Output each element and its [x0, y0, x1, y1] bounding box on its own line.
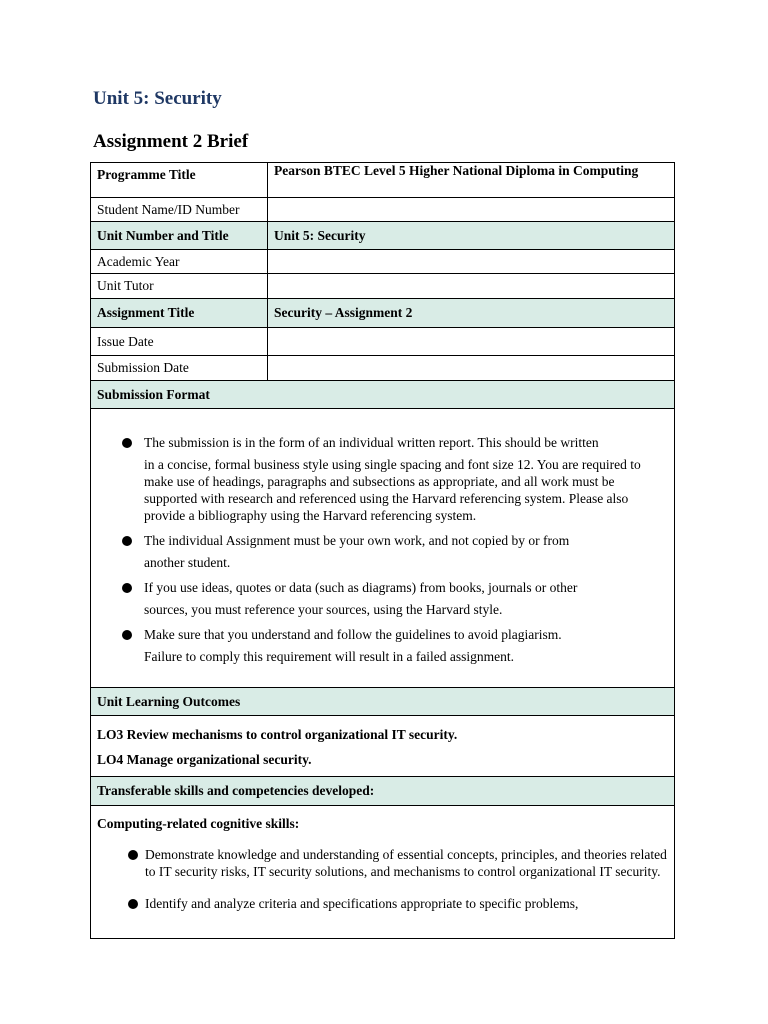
unit-heading: Unit 5: Security [93, 88, 222, 109]
bullet-text: Failure to comply this requirement will result in a failed assignment. [144, 649, 515, 664]
submission-date-value [268, 356, 675, 381]
bullet-icon [122, 583, 132, 593]
submission-format-heading-row [91, 381, 675, 409]
issue-date-label: Issue Date [91, 328, 268, 356]
bullet-icon [122, 630, 132, 640]
unit-number-label: Unit Number and Title [91, 222, 268, 250]
student-name-value [268, 198, 675, 222]
cognitive-skills-title: Computing-related cognitive skills: [97, 816, 300, 831]
unit-tutor-value [268, 274, 675, 299]
learning-outcomes-heading-row [91, 688, 675, 716]
list-item [97, 579, 668, 618]
skills-heading-row [91, 777, 675, 806]
bullet-first-line: Make sure that you understand and follow the guidelines to avoid plagiarism. [144, 627, 562, 642]
list-item [97, 846, 668, 880]
list-item [97, 532, 668, 571]
assignment-title-row [91, 299, 675, 328]
assignment-brief-heading: Assignment 2 Brief [93, 131, 249, 152]
learning-outcome-lo3: LO3 Review mechanisms to control organizational IT security. [97, 727, 458, 742]
bullet-first-line: If you use ideas, quotes or data (such as diagrams) from books, journals or other [144, 580, 578, 595]
unit-number-value: Unit 5: Security [268, 222, 675, 250]
skills-row [91, 806, 675, 939]
bullet-first-line: The submission is in the form of an individual written report. This should be written [144, 435, 599, 450]
bullet-icon [122, 438, 132, 448]
assignment-title-value: Security – Assignment 2 [268, 299, 675, 328]
unit-row [91, 222, 675, 250]
learning-outcome-lo4: LO4 Manage organizational security. [97, 752, 312, 767]
submission-date-row [91, 356, 675, 381]
bullet-text: another student. [144, 555, 231, 570]
bullet-text: in a concise, formal business style using single spacing and font size 12. You are required to make use of headings, paragraphs and subsections as appropriate, and all work must be supported with research and referenced using the Harvard referencing system. Please also provide a bibliography using the Harvard referencing system. [144, 457, 641, 523]
assignment-brief-table [90, 162, 675, 939]
bullet-icon [128, 899, 138, 909]
list-item [97, 895, 668, 912]
issue-date-row [91, 328, 675, 356]
learning-outcomes-heading: Unit Learning Outcomes [91, 688, 675, 716]
submission-format-row [91, 409, 675, 688]
student-name-label: Student Name/ID Number [91, 198, 268, 222]
programme-title-row [91, 163, 675, 198]
academic-year-value [268, 250, 675, 274]
bullet-text: Demonstrate knowledge and understanding of essential concepts, principles, and theories related to IT security risks, IT security solutions, and mechanisms to control organizational IT security. [145, 847, 667, 879]
unit-tutor-row [91, 274, 675, 299]
submission-format-list [97, 434, 668, 665]
cognitive-skills-list [97, 846, 668, 912]
programme-title-label: Programme Title [91, 163, 268, 198]
list-item [97, 626, 668, 665]
bullet-text: sources, you must reference your sources, using the Harvard style. [144, 602, 503, 617]
academic-year-label: Academic Year [91, 250, 268, 274]
issue-date-value [268, 328, 675, 356]
submission-date-label: Submission Date [91, 356, 268, 381]
learning-outcomes-row [91, 716, 675, 777]
skills-content [91, 806, 675, 939]
assignment-title-label: Assignment Title [91, 299, 268, 328]
list-item [97, 434, 668, 524]
bullet-icon [122, 536, 132, 546]
skills-heading: Transferable skills and competencies developed: [91, 777, 675, 806]
bullet-text: Identify and analyze criteria and specifications appropriate to specific problems, [145, 896, 579, 911]
bullet-icon [128, 850, 138, 860]
student-row [91, 198, 675, 222]
academic-year-row [91, 250, 675, 274]
submission-format-content [91, 409, 675, 688]
programme-title-value: Pearson BTEC Level 5 Higher National Diploma in Computing [268, 163, 675, 198]
unit-tutor-label: Unit Tutor [91, 274, 268, 299]
submission-format-heading: Submission Format [91, 381, 675, 409]
bullet-first-line: The individual Assignment must be your own work, and not copied by or from [144, 533, 570, 548]
learning-outcomes-content [91, 716, 675, 777]
